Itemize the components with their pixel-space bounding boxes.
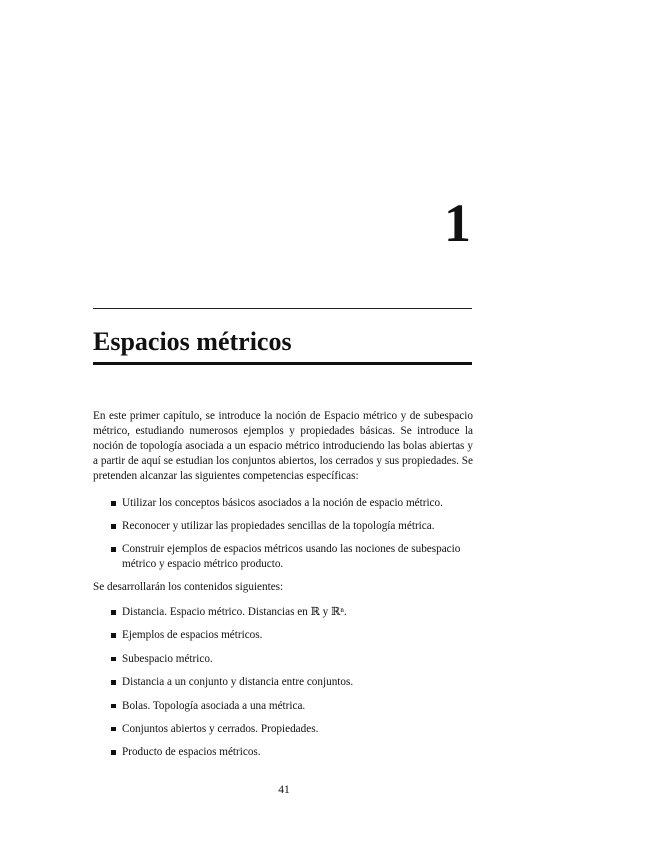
- contents-intro: Se desarrollarán los contenidos siguientes:: [93, 581, 284, 593]
- bullet-icon: [111, 750, 116, 755]
- competencias-list: [93, 496, 473, 572]
- list-item: [93, 722, 473, 737]
- bullet-icon: [111, 547, 116, 552]
- bullet-icon: [111, 727, 116, 732]
- list-item: [93, 675, 473, 690]
- list-item-text: Utilizar los conceptos básicos asociados a la noción de espacio métrico.: [122, 497, 443, 509]
- list-item-text: Reconocer y utilizar las propiedades sencillas de la topología métrica.: [122, 520, 435, 532]
- bullet-icon: [111, 633, 116, 638]
- list-item-text: Distancia a un conjunto y distancia entre conjuntos.: [122, 676, 354, 689]
- title-rule: [93, 362, 472, 365]
- list-item-text: Bolas. Topología asociada a una métrica.: [122, 699, 306, 712]
- bullet-icon: [111, 657, 116, 662]
- bullet-icon: [111, 610, 116, 615]
- bullet-icon: [111, 680, 116, 685]
- list-item-text: Conjuntos abiertos y cerrados. Propiedades.: [122, 722, 319, 735]
- list-item: [93, 699, 473, 714]
- list-item: [93, 542, 473, 572]
- bullet-icon: [111, 704, 116, 709]
- list-item-text: Ejemplos de espacios métricos.: [122, 629, 263, 642]
- bullet-icon: [111, 501, 116, 506]
- chapter-content: [93, 409, 473, 769]
- top-rule: [93, 308, 472, 309]
- list-item-text: Construir ejemplos de espacios métricos usando las nociones de subespacio métrico y espacio métrico producto.: [122, 543, 461, 570]
- list-item-text: Distancia. Espacio métrico. Distancias en ℝ y ℝⁿ.: [122, 606, 347, 618]
- list-item-text: Producto de espacios métricos.: [122, 746, 261, 759]
- list-item: [93, 605, 473, 620]
- bullet-icon: [111, 524, 116, 529]
- list-item: [93, 652, 473, 667]
- chapter-number: 1: [444, 193, 471, 253]
- intro-paragraph: En este primer capítulo, se introduce la noción de Espacio métrico y de subespacio métrico, estudiando numerosos ejemplos y propiedades básicas. Se introduce la noción de topología asociada a un espacio métrico introduciendo las bolas abiertas y a partir de aquí se estudian los conjuntos abiertos, los cerrados y sus propiedades. Se pretenden alcanzar las siguientes competencias específicas:: [93, 410, 473, 482]
- list-item-text: Subespacio métrico.: [122, 652, 213, 665]
- page-number: 41: [278, 784, 290, 796]
- list-item: [93, 496, 473, 511]
- chapter-title: Espacios métricos: [93, 327, 292, 356]
- list-item: [93, 745, 473, 760]
- list-item: [93, 628, 473, 643]
- contenidos-list: [93, 605, 473, 760]
- list-item: [93, 519, 473, 534]
